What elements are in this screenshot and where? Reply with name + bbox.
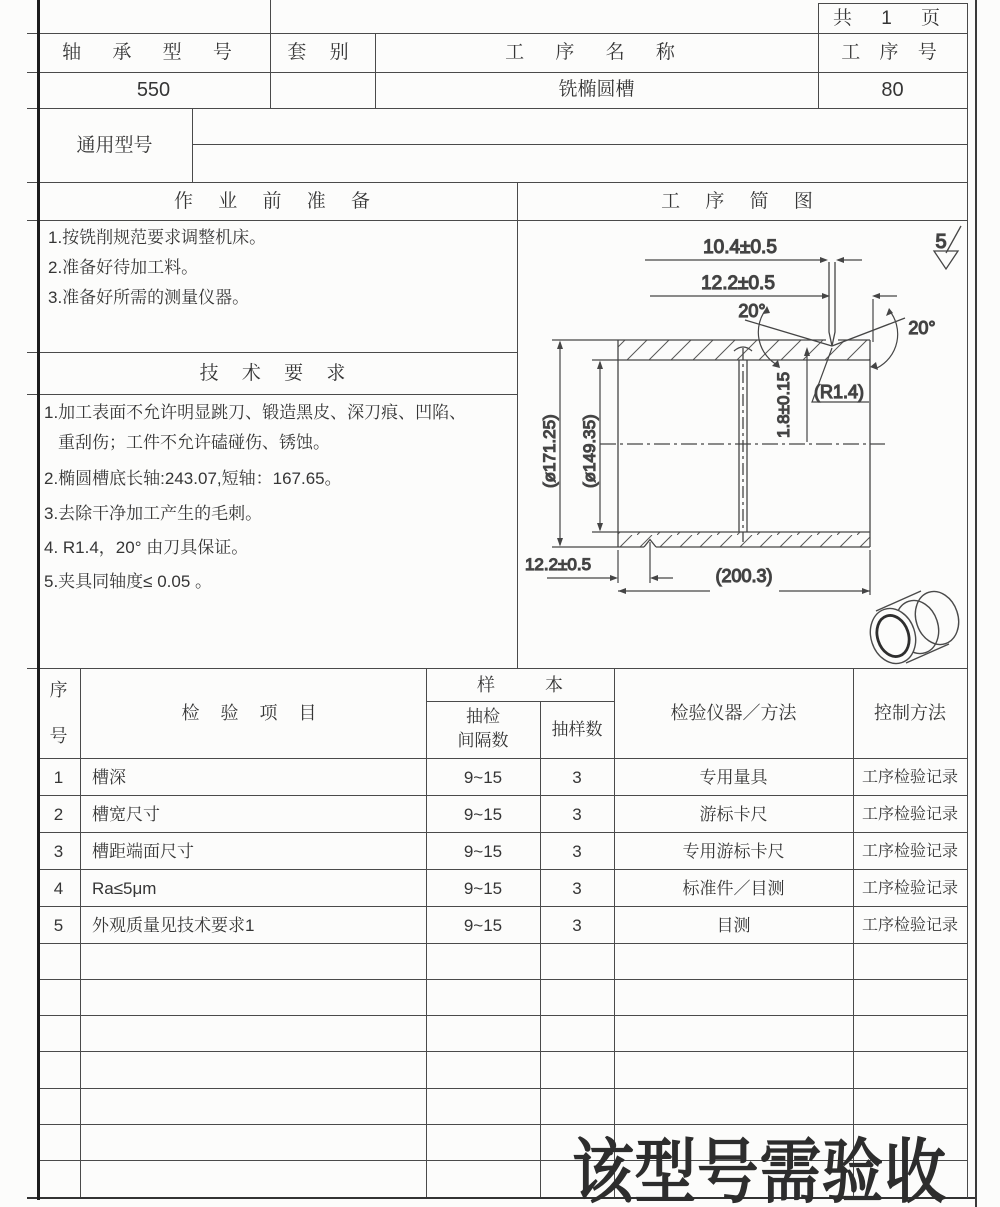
table-line <box>37 758 967 759</box>
interval-header-line1: 抽检 <box>466 707 500 726</box>
technical-title: 技 术 要 求 <box>199 363 355 384</box>
table-line <box>967 3 968 1198</box>
preparation-item: 2.准备好待加工料。 <box>48 258 199 277</box>
row-instrument: 目测 <box>716 916 751 935</box>
bearing-model-header: 轴 承 型 号 <box>62 42 245 63</box>
process-sketch-drawing <box>517 220 967 668</box>
table-line <box>27 668 967 669</box>
preparation-item: 3.准备好所需的测量仪器。 <box>48 288 250 307</box>
dim-label: 20° <box>908 318 936 338</box>
row-control: 工序检验记录 <box>861 806 958 823</box>
control-header: 控制方法 <box>874 703 946 723</box>
row-item: 槽宽尺寸 <box>92 805 160 824</box>
seq-header-top: 序 <box>49 680 68 700</box>
ring-3d-thumbnail <box>863 586 965 668</box>
dim-groove-top-width <box>645 237 862 263</box>
technical-line: 1.加工表面不允许明显跳刀、锻造黑皮、深刀痕、凹陷、 <box>44 403 467 422</box>
process-no-value: 80 <box>881 79 904 101</box>
row-control: 工序检验记录 <box>861 917 958 934</box>
bearing-model-value: 550 <box>136 79 171 101</box>
row-instrument: 标准件／目测 <box>682 879 785 898</box>
sample-header: 样 本 <box>476 675 563 695</box>
dim-groove-to-right-face <box>650 273 897 342</box>
table-line <box>37 906 967 907</box>
technical-line: 3.去除干净加工产生的毛刺。 <box>44 504 263 523</box>
sketch-title: 工 序 简 图 <box>661 191 823 212</box>
table-line <box>27 394 517 395</box>
table-line <box>27 108 967 109</box>
row-item: Ra≤5μm <box>92 879 157 898</box>
table-line <box>80 668 81 1197</box>
table-line <box>426 701 614 702</box>
table-line <box>818 3 967 4</box>
row-interval: 9~15 <box>463 768 503 787</box>
technical-line: 4. R1.4，20° 由刀具保证。 <box>44 538 249 557</box>
row-control: 工序检验记录 <box>861 769 958 786</box>
set-type-header: 套 别 <box>287 42 358 63</box>
row-count: 3 <box>572 879 582 898</box>
table-line <box>37 869 967 870</box>
table-line <box>27 72 967 73</box>
surface-roughness-icon <box>934 226 961 269</box>
dim-label: 12.2±0.5 <box>524 555 592 574</box>
table-line <box>192 108 193 182</box>
table-line <box>37 832 967 833</box>
process-no-header: 工 序 号 <box>841 42 944 63</box>
acceptance-stamp: 该型号需验收 <box>572 1133 947 1207</box>
table-line <box>27 182 967 183</box>
row-count: 3 <box>572 768 582 787</box>
row-count: 3 <box>572 916 582 935</box>
page-edge-line <box>975 0 977 1207</box>
left-border-line <box>37 0 40 1200</box>
dim-groove-depth <box>774 347 810 442</box>
table-line <box>37 1051 967 1052</box>
roughness-value: 5 <box>935 231 947 253</box>
row-interval: 9~15 <box>463 842 503 861</box>
row-item: 槽深 <box>92 768 126 787</box>
technical-line: 重刮伤；工件不允许磕碰伤、锈蚀。 <box>58 433 330 452</box>
dim-label: (ø171.25) <box>540 414 559 488</box>
row-item: 槽距端面尺寸 <box>92 842 194 861</box>
dim-label: (ø149.35) <box>580 414 599 488</box>
row-no: 2 <box>53 805 64 824</box>
table-line <box>37 1088 967 1089</box>
preparation-title: 作 业 前 准 备 <box>173 191 381 212</box>
instrument-header: 检验仪器／方法 <box>670 703 797 723</box>
process-name-value: 铣椭圆槽 <box>558 79 635 100</box>
preparation-item: 1.按铣削规范要求调整机床。 <box>48 228 267 247</box>
item-header: 检 验 项 目 <box>181 703 325 723</box>
dim-bore-diameter <box>580 360 618 532</box>
total-pages-label: 共 1 页 <box>832 8 953 29</box>
row-count: 3 <box>572 805 582 824</box>
row-interval: 9~15 <box>463 916 503 935</box>
row-instrument: 专用游标卡尺 <box>682 842 785 861</box>
table-line <box>27 33 967 34</box>
table-line <box>37 795 967 796</box>
dim-left-face-to-groove <box>525 542 673 583</box>
dim-label: (R1.4) <box>814 382 865 402</box>
table-line <box>37 979 967 980</box>
table-line <box>37 943 967 944</box>
dim-label: (200.3) <box>715 566 773 586</box>
row-item: 外观质量见技术要求1 <box>92 916 255 935</box>
technical-line: 2.椭圆槽底长轴:243.07,短轴：167.65。 <box>44 469 342 488</box>
table-line <box>192 144 967 145</box>
interval-header-line2: 间隔数 <box>457 731 509 750</box>
row-instrument: 游标卡尺 <box>699 805 768 824</box>
dim-overall-length <box>618 550 870 595</box>
row-no: 4 <box>53 879 64 898</box>
row-interval: 9~15 <box>463 879 503 898</box>
process-name-header: 工 序 名 称 <box>505 42 688 63</box>
row-count: 3 <box>572 842 582 861</box>
row-no: 1 <box>53 768 64 787</box>
technical-line: 5.夹具同轴度≤ 0.05 。 <box>44 572 213 591</box>
row-control: 工序检验记录 <box>861 843 958 860</box>
seq-header-bottom: 号 <box>49 726 68 746</box>
row-instrument: 专用量具 <box>699 768 768 787</box>
dim-label: 1.8±0.15 <box>774 371 793 438</box>
table-line <box>27 352 517 353</box>
row-interval: 9~15 <box>463 805 503 824</box>
row-no: 3 <box>53 842 64 861</box>
row-control: 工序检验记录 <box>861 880 958 897</box>
row-no: 5 <box>53 916 64 935</box>
count-header: 抽样数 <box>551 720 603 739</box>
dim-label: 20° <box>738 301 766 321</box>
generic-model-label: 通用型号 <box>76 135 153 156</box>
dim-label: 10.4±0.5 <box>703 237 777 258</box>
dim-angle-right <box>870 308 936 370</box>
table-line <box>37 1015 967 1016</box>
dim-label: 12.2±0.5 <box>701 273 775 294</box>
